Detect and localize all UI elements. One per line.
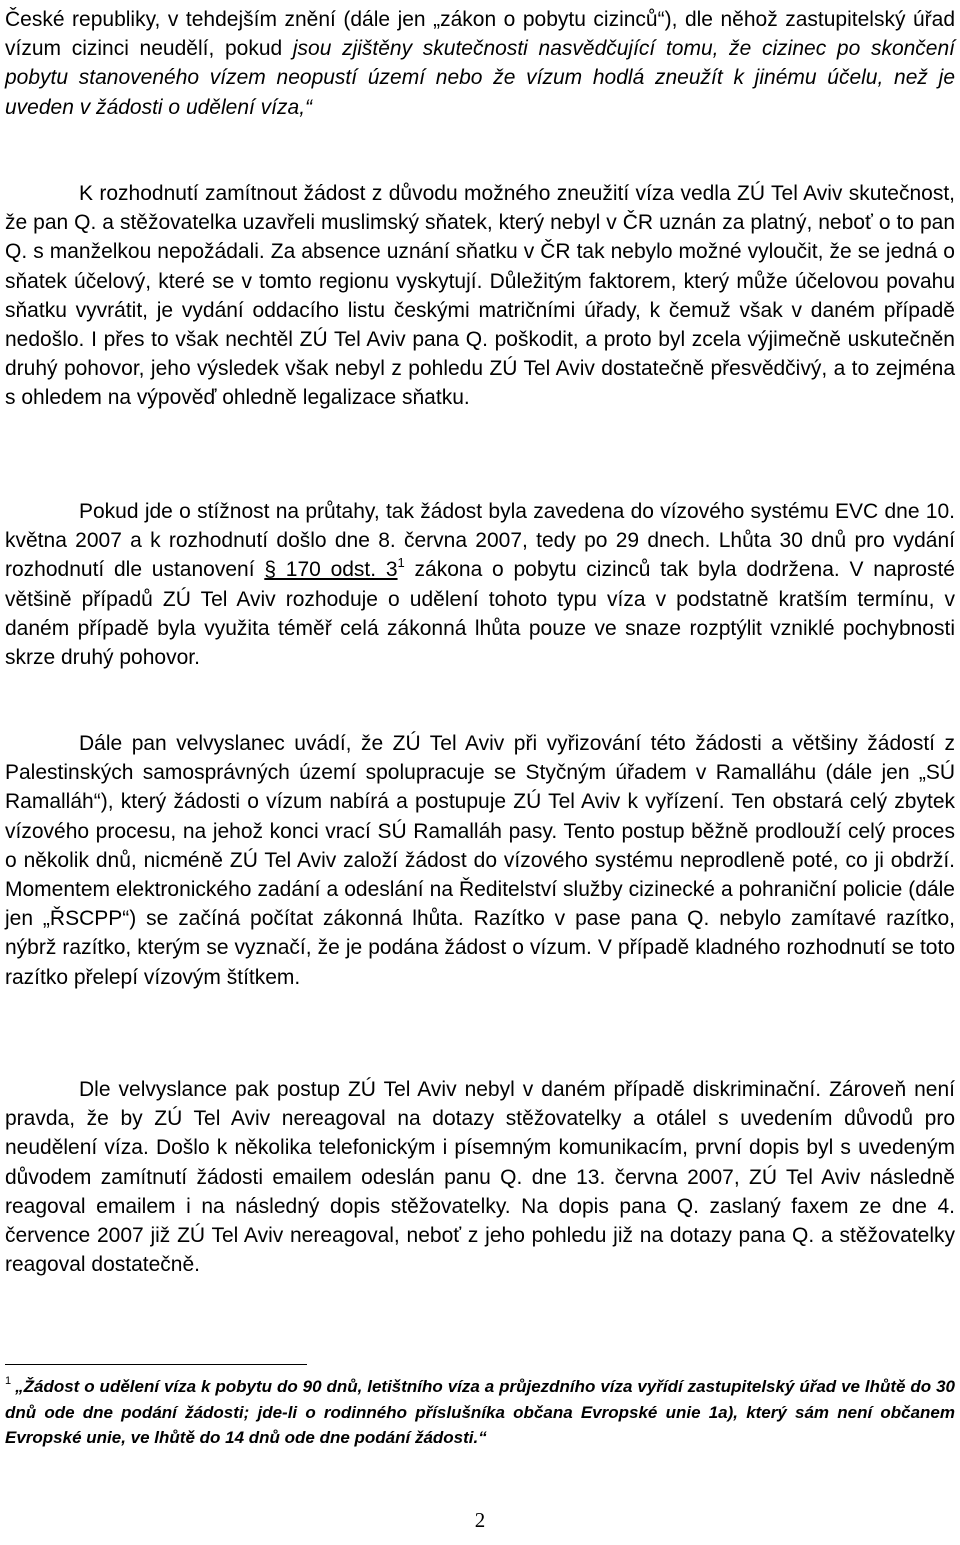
page-number: 2	[474, 1508, 486, 1532]
intro-text: České republiky, v tehdejším znění (dále jen „zákon o pobytu cizinců“), dle něhož zastupitelský úřad vízum cizinci neudělí, pokud	[5, 8, 955, 61]
intro-text-italic: jsou zjištěny skutečnosti nasvědčující tomu, že cizinec po skončení pobytu stanoveného vízem neopustí území nebo že vízum hodlá zneužít k jinému účelu, než je uveden v žádosti o udělení víza,“	[5, 37, 955, 119]
paragraph-ambassador-process: Dále pan velvyslanec uvádí, že ZÚ Tel Aviv při vyřizování této žádosti a většiny žádostí z Palestinských samosprávných území spolupracuje se Styčným úřadem v Ramalláhu (dále jen „SÚ Ramalláh“), který žádosti o vízum nabírá a postupuje ZÚ Tel Aviv k vyřízení. Ten obstará celý zbytek vízového procesu, na jehož konci vrací SÚ Ramalláh pasy. Tento postup běžně prodlouží celý proces o několik dnů, nicméně ZÚ Tel Aviv založí žádost do vízového systému neprodleně poté, co ji obdrží. Momentem elektronického zadání a odeslání na Ředitelství služby cizinecké a pohraniční policie (dále jen „ŘSCPP“) se začíná počítat zákonná lhůta. Razítko v pase pana Q. nebylo zamítavé razítko, nýbrž razítko, kterým se vyznačí, že je podána žádost o vízum. V případě kladného rozhodnutí se toto razítko přelepí vízovým štítkem.	[5, 732, 955, 989]
footnote-mark: 1	[5, 1375, 12, 1387]
footnote-reference: 1	[397, 555, 405, 571]
footnote	[5, 1374, 955, 1451]
footnote-text: „Žádost o udělení víza k pobytu do 90 dnů, letištního víza a průjezdního víza vyřídí zastupitelský úřad ve lhůtě do 30 dnů ode dne podání žádosti; jde-li o rodinného příslušníka občana Evropské unie 1a), který sám není občanem Evropské unie, ve lhůtě do 14 dnů ode dne podání žádosti.“	[5, 1377, 955, 1447]
section-reference: § 170 odst. 3	[264, 558, 398, 582]
delays-text-start: Pokud jde o stížnost na průtahy, tak žádost byla zavedena do vízového systému EVC dne 10. května 2007 a k rozhodnutí došlo dne 8. června 2007, tedy po 29 dnech. Lhůta 30 dnů pro vydání rozhodnutí dle ustanovení	[5, 500, 955, 582]
paragraph-delays	[5, 497, 955, 672]
paragraph-refusal-reason: K rozhodnutí zamítnout žádost z důvodu možného zneužití víza vedla ZÚ Tel Aviv skutečnost, že pan Q. a stěžovatelka uzavřeli muslimský sňatek, který nebyl v ČR uznán za platný, neboť o to pan Q. s manželkou nepožádali. Za absence uznání sňatku v ČR tak nebylo možné vyloučit, že se jedná o sňatek účelový, které se v tomto regionu vyskytují. Důležitým faktorem, který může účelovou povahu sňatku vyvrátit, je vydání oddacího listu českými matričními úřady, k čemuž však v daném případě nedošlo. I přes to však nechtěl ZÚ Tel Aviv pana Q. poškodit, a proto byl zcela výjimečně uskutečněn druhý pohovor, jeho výsledek však nebyl z pohledu ZÚ Tel Aviv dostatečně přesvědčivý, a to zejména s ohledem na výpověď ohledně legalizace sňatku.	[5, 182, 955, 410]
delays-text-end: zákona o pobytu cizinců tak byla dodržena. V naprosté většině případů ZÚ Tel Aviv rozhoduje o udělení tohoto typu víza v podstatně kratším termínu, v daném případě byla využita téměř celá zákonná lhůta pouze ve snaze rozptýlit vzniklé pochybnosti skrze druhý pohovor.	[5, 558, 955, 670]
paragraph-non-discrimination: Dle velvyslance pak postup ZÚ Tel Aviv nebyl v daném případě diskriminační. Zároveň není pravda, že by ZÚ Tel Aviv nereagoval na dotazy stěžovatelky a otálel s uvedením důvodů pro neudělení víza. Došlo k několika telefonickým i písemným komunikacím, první dopis byl s uvedeným důvodem zamítnutí žádosti emailem odeslán panu Q. dne 13. června 2007, ZÚ Tel Aviv následně reagoval emailem i na následný dopis stěžovatelky. Na dopis pana Q. zaslaný faxem ze dne 4. července 2007 již ZÚ Tel Aviv nereagoval, neboť z jeho pohledu již na dotazy pana Q. a stěžovatelky reagoval dostatečně.	[5, 1078, 955, 1277]
paragraph-intro-quote	[5, 5, 955, 122]
footnote-separator	[5, 1364, 307, 1365]
